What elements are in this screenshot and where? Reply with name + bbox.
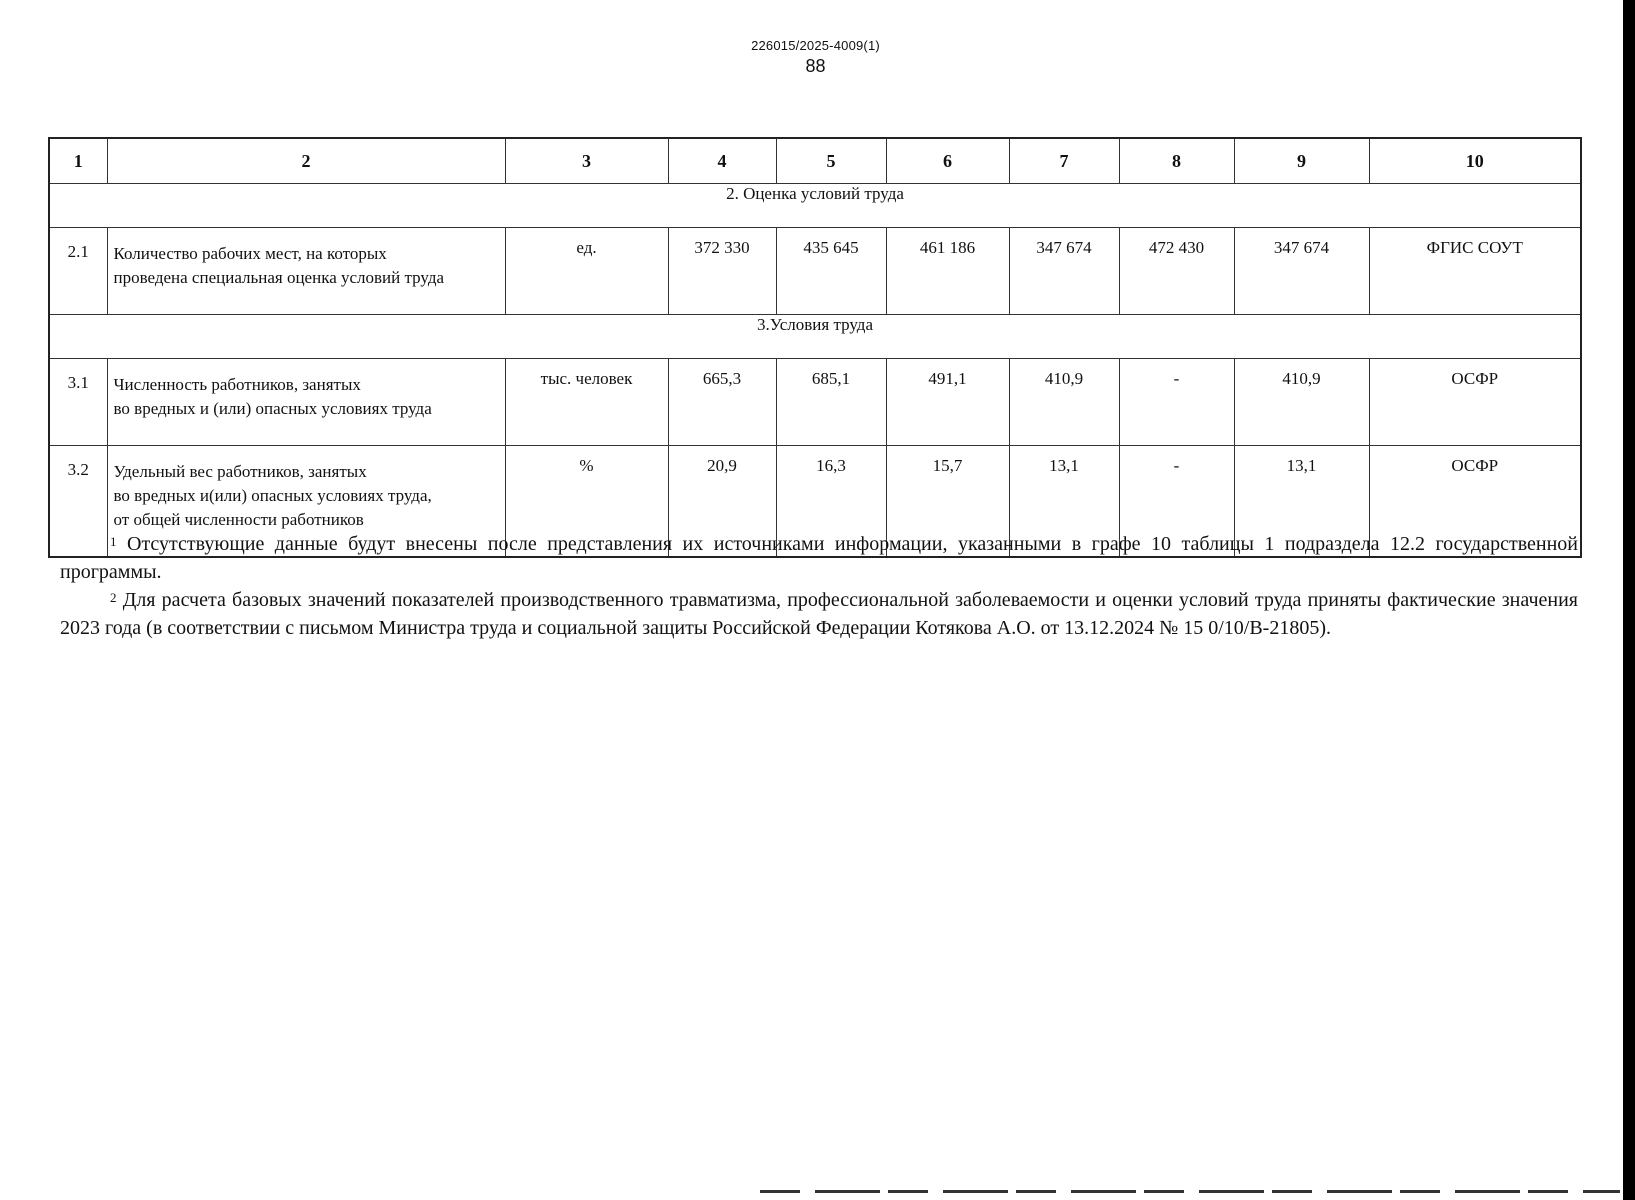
indicator-name-line: Численность работников, занятых: [113, 375, 361, 394]
footnote-text: Для расчета базовых значений показателей производственного травматизма, профессиональной заболеваемости и оценки условий труда приняты фактические значения 2023 года (в соответствии с письмом Министра труда и социальной защиты Российской Федерации Котякова А.О. от 13.12.2024 № 15 0/10/В-21805).: [60, 589, 1578, 639]
source-cell: ФГИС СОУТ: [1369, 228, 1581, 315]
column-header: 5: [776, 138, 886, 184]
section-title: 2. Оценка условий труда: [49, 184, 1581, 228]
value-cell: 372 330: [668, 228, 776, 315]
value-cell: 13,1: [1009, 446, 1119, 558]
value-cell: 491,1: [886, 359, 1009, 446]
footnote: [60, 586, 1578, 642]
column-header: 1: [49, 138, 107, 184]
section-header-row: [49, 184, 1581, 228]
indicator-name-line: Удельный вес работников, занятых: [113, 462, 367, 481]
footnotes: [60, 530, 1578, 642]
row-number: 3.1: [49, 359, 107, 446]
value-cell: 685,1: [776, 359, 886, 446]
value-cell: 665,3: [668, 359, 776, 446]
value-cell: 472 430: [1119, 228, 1234, 315]
column-header: 6: [886, 138, 1009, 184]
indicator-name-line: во вредных и (или) опасных условиях труда: [113, 399, 432, 418]
column-header: 8: [1119, 138, 1234, 184]
indicator-name: [107, 228, 505, 315]
value-cell: 347 674: [1234, 228, 1369, 315]
row-number: 2.1: [49, 228, 107, 315]
column-header: 7: [1009, 138, 1119, 184]
value-cell: 13,1: [1234, 446, 1369, 558]
scan-edge: [1623, 0, 1635, 1200]
value-cell: 461 186: [886, 228, 1009, 315]
table-row: [49, 359, 1581, 446]
value-cell: 20,9: [668, 446, 776, 558]
indicators-table: [48, 137, 1582, 558]
indicator-name-line: проведена специальная оценка условий труда: [113, 268, 445, 287]
scan-artifact-line: [760, 1190, 1620, 1193]
column-header: 3: [505, 138, 668, 184]
indicator-name: [107, 359, 505, 446]
value-cell: 16,3: [776, 446, 886, 558]
column-header: 10: [1369, 138, 1581, 184]
value-cell: -: [1119, 359, 1234, 446]
value-cell: 410,9: [1009, 359, 1119, 446]
footnote-mark: 2: [110, 590, 117, 605]
row-number: 3.2: [49, 446, 107, 558]
value-cell: 347 674: [1009, 228, 1119, 315]
unit-cell: тыс. человек: [505, 359, 668, 446]
section-header-row: [49, 315, 1581, 359]
column-header: 2: [107, 138, 505, 184]
column-header: 4: [668, 138, 776, 184]
unit-cell: %: [505, 446, 668, 558]
footnote-text: Отсутствующие данные будут внесены после представления их источниками информации, указанными в графе 10 таблицы 1 подраздела 12.2 государственной программы.: [60, 533, 1579, 583]
value-cell: -: [1119, 446, 1234, 558]
indicator-name-line: от общей численности работников: [113, 510, 364, 529]
source-cell: ОСФР: [1369, 359, 1581, 446]
column-header-row: [49, 138, 1581, 184]
indicator-name-line: во вредных и(или) опасных условиях труда,: [113, 486, 432, 505]
page-number: 88: [805, 56, 826, 76]
column-header: 9: [1234, 138, 1369, 184]
value-cell: 15,7: [886, 446, 1009, 558]
value-cell: 410,9: [1234, 359, 1369, 446]
source-cell: ОСФР: [1369, 446, 1581, 558]
section-title: 3.Условия труда: [49, 315, 1581, 359]
table-row: [49, 228, 1581, 315]
footnote: [60, 530, 1578, 586]
footnote-mark: 1: [110, 534, 117, 549]
indicator-name-line: Количество рабочих мест, на которых: [113, 244, 387, 263]
value-cell: 435 645: [776, 228, 886, 315]
document-id: 226015/2025-4009(1): [751, 38, 880, 53]
unit-cell: ед.: [505, 228, 668, 315]
